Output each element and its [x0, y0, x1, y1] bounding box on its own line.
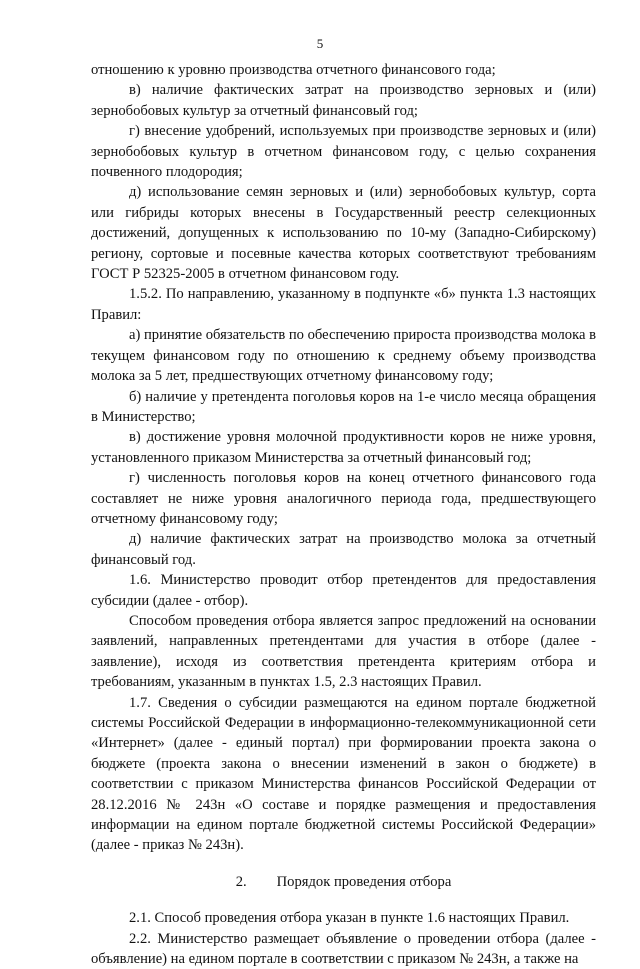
paragraph: 1.7. Сведения о субсидии размещаются на едином портале бюджетной системы Российской Федерации в информационно-телекоммуникационной сети «Интернет» (далее - единый портал) при формировании проекта закона о бюджете (проекта закона о внесении изменений в закон о бюджете) в соответствии с приказом Министерства финансов Российской Федерации от 28.12.2016 № 243н «О составе и порядке размещения и предоставления информации на едином портале бюджетной системы Российской Федерации» (далее - приказ № 243н). [91, 694, 596, 854]
paragraph: 2.1. Способ проведения отбора указан в пункте 1.6 настоящих Правил. [129, 910, 570, 927]
paragraph: 1.5.2. По направлению, указанному в подпункте «б» пункта 1.3 настоящих Правил: [91, 286, 596, 323]
paragraph: в) достижение уровня молочной продуктивности коров не ниже уровня, установленного приказом Министерства за отчетный финансовый год; [91, 429, 596, 466]
paragraph: Способом проведения отбора является запрос предложений на основании заявлений, направленных претендентами для участия в отборе (далее - заявление), исходя из соответствия претендента критериям отбора и требованиям, указанным в пунктах 1.5, 2.3 настоящих Правил. [91, 612, 596, 691]
paragraph: д) наличие фактических затрат на производство молока за отчетный финансовый год. [91, 531, 596, 568]
paragraph: 1.6. Министерство проводит отбор претендентов для предоставления субсидии (далее - отбор). [91, 572, 596, 609]
paragraph: д) использование семян зерновых и (или) зернобобовых культур, сорта или гибриды которых внесены в Государственный реестр селекционных достижений, допущенных к использованию по 10-му (Западно-Сибирскому) региону, сортовые и посевные качества которых соответствуют требованиям ГОСТ Р 52325-2005 в отчетном финансовом году. [91, 184, 596, 283]
section-number: 2. [235, 873, 247, 890]
section-heading [91, 872, 596, 892]
paragraph: в) наличие фактических затрат на производство зерновых и (или) зернобобовых культур за отчетный финансовый год; [91, 82, 596, 119]
paragraph: а) принятие обязательств по обеспечению прироста производства молока в текущем финансовом году по отношению к среднему объему производства молока за 5 лет, предшествующих отчетному финансовому году; [91, 327, 596, 385]
document-body [91, 60, 596, 969]
paragraph: г) внесение удобрений, используемых при производстве зерновых и (или) зернобобовых культур в отчетном финансовом году, с целью сохранения почвенного плодородия; [91, 123, 596, 181]
section-title: Порядок проведения отбора [276, 873, 452, 890]
paragraph: отношению к уровню производства отчетного финансового года; [91, 62, 496, 78]
paragraph: 2.2. Министерство размещает объявление о проведении отбора (далее - объявление) на едином портале в соответствии с приказом № 243н, а также на [91, 930, 596, 968]
paragraph: г) численность поголовья коров на конец отчетного финансового года составляет не ниже уровня аналогичного периода года, предшествующего отчетному финансовому году; [91, 470, 596, 527]
paragraph: б) наличие у претендента поголовья коров на 1-е число месяца обращения в Министерство; [91, 388, 596, 425]
page-number: 5 [316, 36, 324, 51]
